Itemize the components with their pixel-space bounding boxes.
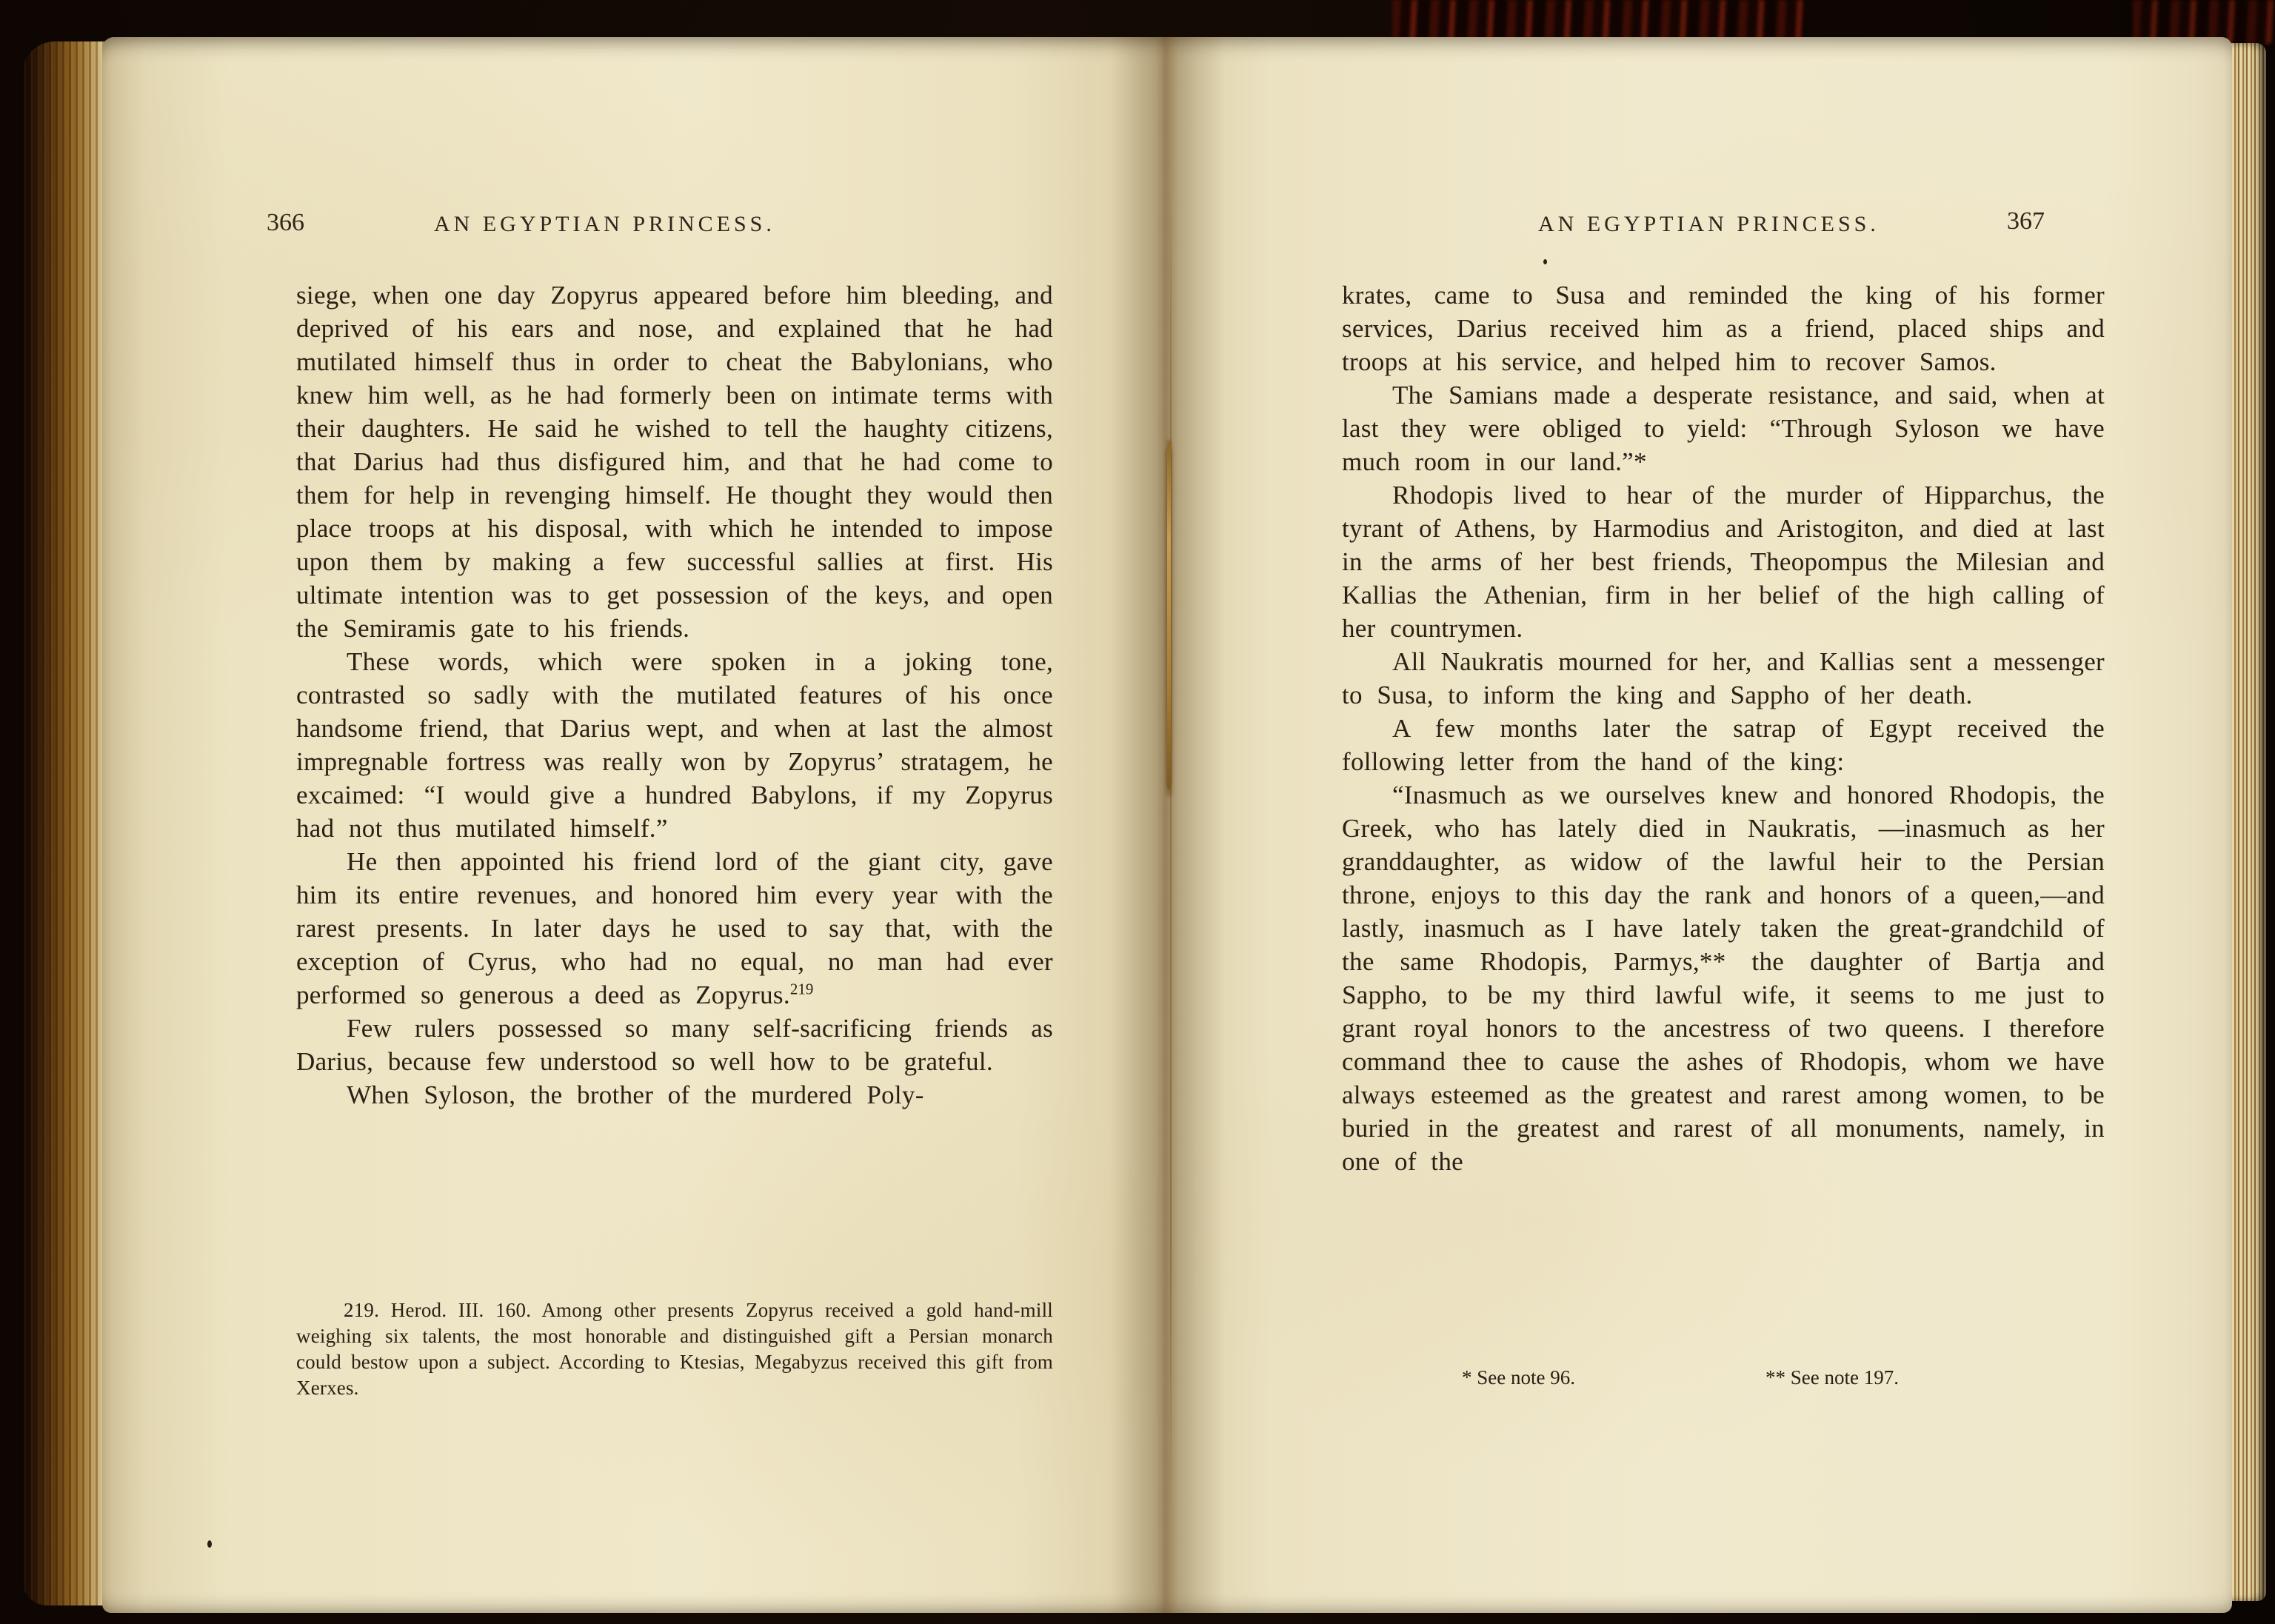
running-title: AN EGYPTIAN PRINCESS. <box>434 212 775 236</box>
paragraph: krates, came to Susa and reminded the king of his former services, Darius received him as a friend, placed ships and troops at his service, and helped him to recover Samos. <box>1342 281 2105 376</box>
binding-thread <box>1167 443 1171 789</box>
paragraph-text: He then appointed his friend lord of the giant city, gave him its entire revenues, and honored him every year with the rarest presents. In later days he used to say that, with the exception of Cyrus, who had no equal, no man had ever performed so generous a deed as Zopyrus. <box>296 847 1053 1009</box>
ink-speck <box>1543 259 1547 264</box>
footnote: 219. Herod. III. 160. Among other presents Zopyrus received a gold hand-mill weighing six talents, the most honorable and distinguished gift a Persian monarch could bestow upon a subject. According to Ktesias, Megabyzus received this gift from Xerxes. <box>296 1299 1053 1399</box>
paragraph: “Inasmuch as we ourselves knew and honored Rhodopis, the Greek, who has lately died in Naukratis, —inasmuch as her granddaughter, as widow of the lawful heir to the Persian throne, enjoys to this day the rank and honors of a queen,—and lastly, inasmuch as I have lately taken the great-grandchild of the same Rhodopis, Parmys,** the daughter of Bartja and Sappho, to be my third lawful wife, it seems to me just to grant royal honors to the ancestress of two queens. I therefore command thee to cause the ashes of Rhodopis, whom we have always esteemed as the greatest and rarest among women, to be buried in the greatest and rarest of all monuments, namely, in one of the <box>1342 781 2105 1176</box>
paragraph: The Samians made a desperate resistance, and said, when at last they were obliged to yield: “Through Syloson we have much room in our land.”* <box>1342 381 2105 476</box>
page-number: 366 <box>267 209 304 236</box>
paragraph: siege, when one day Zopyrus appeared before him bleeding, and deprived of his ears and nose, and explained that he had mutilated himself thus in order to cheat the Babylonians, who knew him well, as he had formerly been on intimate terms with their daughters. He said he wished to tell the haughty citizens, that Darius had thus disfigured him, and that he had come to them for help in revenging himself. He thought they would then place troops at his disposal, with which he intended to impose upon them by making a few successful sallies at first. His ultimate intention was to get possession of the keys, and open the Semiramis gate to his friends. <box>296 281 1053 643</box>
left-page <box>102 37 1164 1613</box>
top-edge-stain <box>1392 0 1807 40</box>
paragraph: Rhodopis lived to hear of the murder of Hipparchus, the tyrant of Athens, by Harmodius and Aristogiton, and died at last in the arms of her best friends, Theopompus the Milesian and Kallias the Athenian, firm in her belief of the high calling of her countrymen. <box>1342 481 2105 643</box>
footnote-marker: 219 <box>789 980 814 998</box>
paragraph: Few rulers possessed so many self-sacrificing friends as Darius, because few understood so well how to be grateful. <box>296 1014 1053 1076</box>
paragraph: When Syloson, the brother of the murdered Poly- <box>347 1080 924 1109</box>
page-text-column <box>1342 278 2105 1178</box>
right-page <box>1164 37 2232 1613</box>
paragraph: All Naukratis mourned for her, and Kallias sent a messenger to Susa, to inform the king and Sappho of her death. <box>1342 647 2105 709</box>
page-stack-edge-right <box>2228 43 2266 1601</box>
footnote: * See note 96. <box>1462 1366 1575 1389</box>
running-title: AN EGYPTIAN PRINCESS. <box>1538 212 1880 236</box>
paragraph: These words, which were spoken in a joking tone, contrasted so sadly with the mutilated features of his once handsome friend, that Darius wept, and when at last the almost impregnable fortress was really won by Zopyrus’ stratagem, he excaimed: “I would give a hundred Babylons, if my Zopyrus had not thus mutilated himself.” <box>296 647 1053 843</box>
paragraph: A few months later the satrap of Egypt received the following letter from the hand of the king: <box>1342 714 2105 776</box>
gutter-crease <box>1170 185 1172 1511</box>
footnote: ** See note 197. <box>1765 1366 1899 1389</box>
paragraph <box>296 845 1053 1012</box>
ink-speck <box>207 1540 212 1548</box>
page-number: 367 <box>2007 207 2045 235</box>
page-stack-edge-left <box>22 41 105 1605</box>
page-text-column <box>296 278 1053 1112</box>
